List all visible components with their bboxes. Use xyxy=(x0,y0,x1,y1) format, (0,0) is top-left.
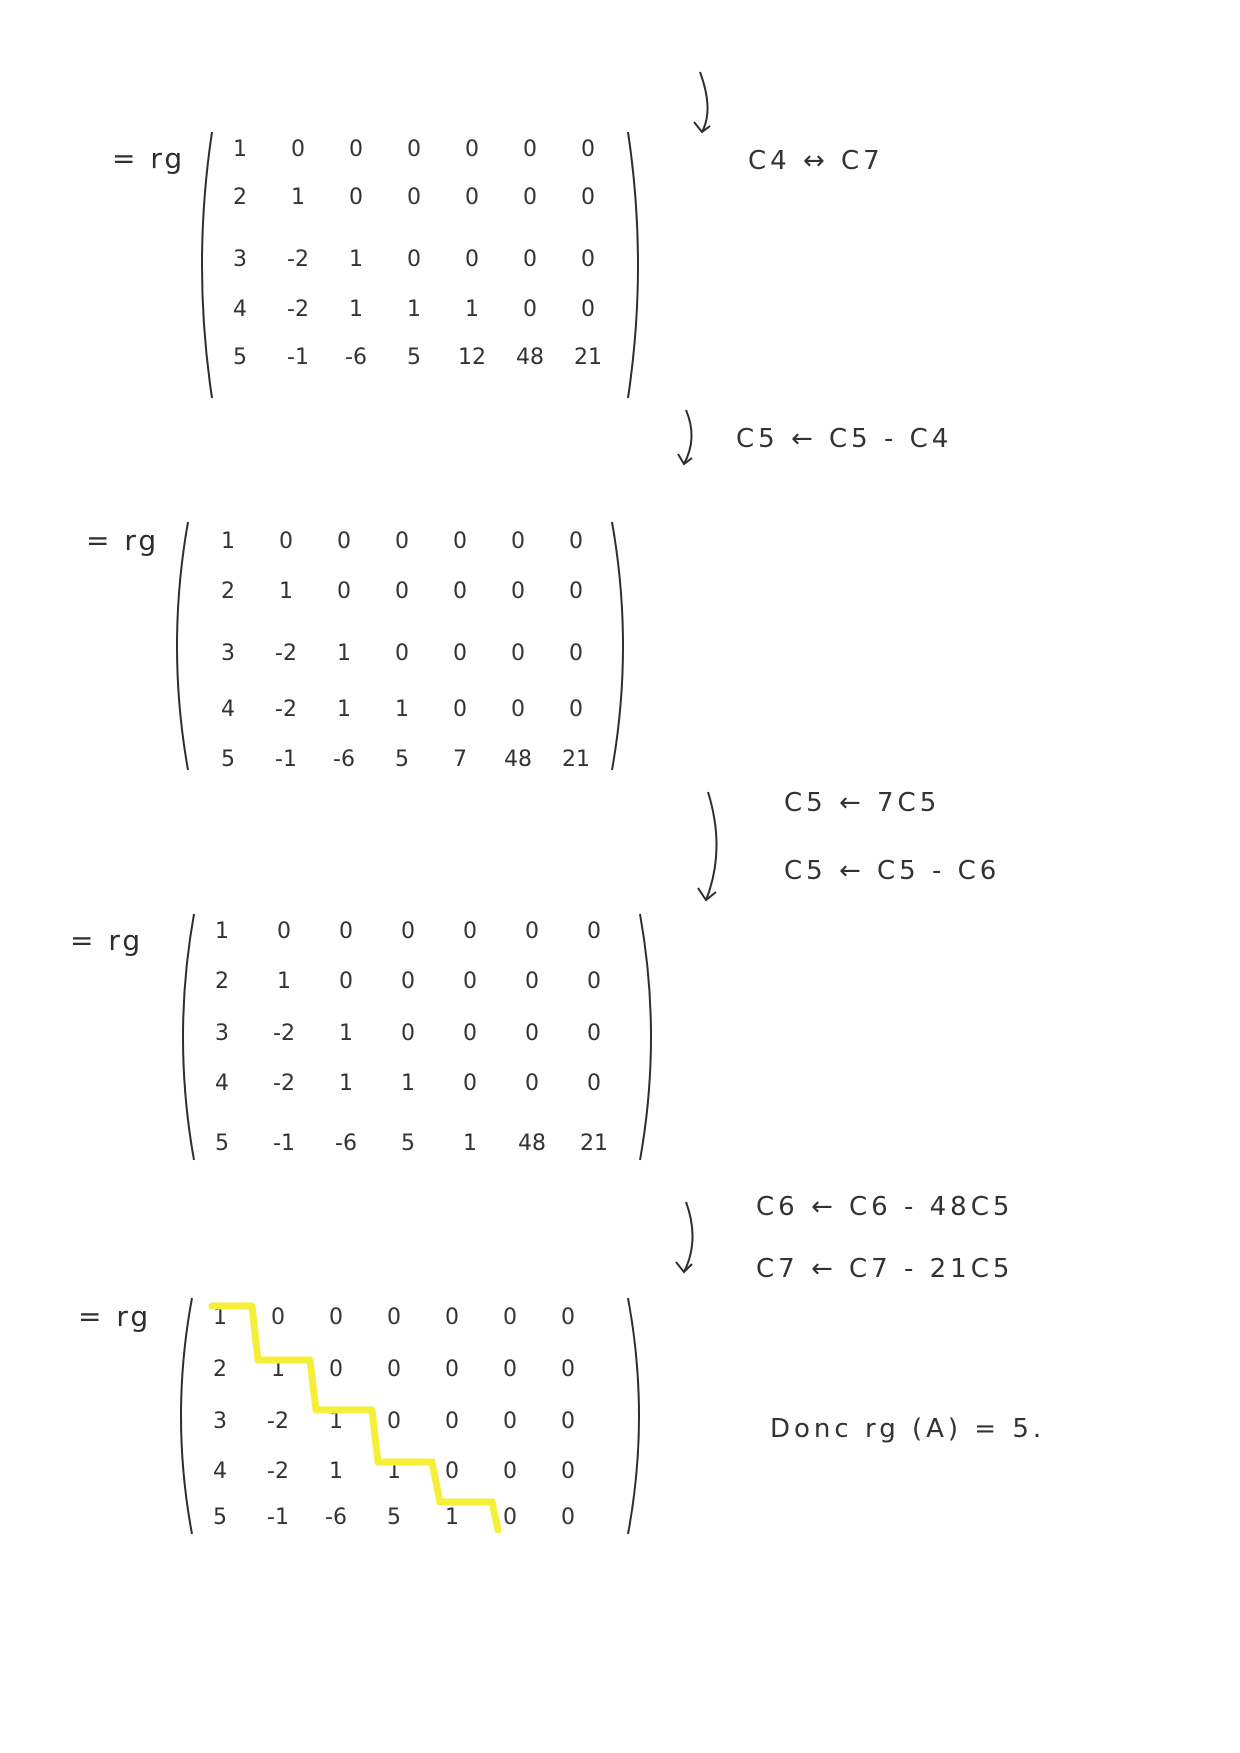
matrix-cell: 1 xyxy=(339,1021,353,1046)
matrix-cell: 0 xyxy=(339,919,353,944)
matrix-cell: 1 xyxy=(271,1357,285,1382)
matrix-cell: 0 xyxy=(587,919,601,944)
matrix-cell: 2 xyxy=(215,969,229,994)
matrix-cell: -1 xyxy=(267,1505,289,1530)
operation-scale-c5: C5 ← 7C5 xyxy=(784,788,941,818)
matrix-cell: 1 xyxy=(401,1071,415,1096)
matrix-cell: 0 xyxy=(511,529,525,554)
rg-label-2: = rg xyxy=(86,524,160,557)
matrix-cell: 0 xyxy=(349,185,363,210)
matrix-cell: 0 xyxy=(337,579,351,604)
matrix-cell: 0 xyxy=(401,1021,415,1046)
matrix-cell: 5 xyxy=(221,747,235,772)
matrix-cell: 0 xyxy=(525,1021,539,1046)
matrix-cell: 0 xyxy=(453,641,467,666)
matrix-cell: 1 xyxy=(395,697,409,722)
matrix-cell: -2 xyxy=(267,1459,289,1484)
matrix-cell: 0 xyxy=(503,1505,517,1530)
right-parenthesis xyxy=(624,1296,650,1536)
matrix-cell: 48 xyxy=(504,747,532,772)
matrix-cell: 0 xyxy=(445,1357,459,1382)
matrix-cell: 1 xyxy=(387,1459,401,1484)
matrix-cell: 4 xyxy=(215,1071,229,1096)
matrix-cell: -6 xyxy=(325,1505,347,1530)
rg-label-3: = rg xyxy=(70,924,144,957)
matrix-cell: 1 xyxy=(329,1409,343,1434)
matrix-cell: 0 xyxy=(581,137,595,162)
matrix-cell: 0 xyxy=(511,579,525,604)
matrix-cell: 5 xyxy=(395,747,409,772)
matrix-cell: 0 xyxy=(523,137,537,162)
matrix-cell: 0 xyxy=(401,919,415,944)
matrix-cell: 0 xyxy=(503,1459,517,1484)
matrix-cell: 0 xyxy=(465,137,479,162)
down-arrow-icon xyxy=(688,70,718,140)
matrix-cell: 0 xyxy=(561,1409,575,1434)
matrix-cell: 0 xyxy=(561,1505,575,1530)
matrix-cell: 0 xyxy=(511,641,525,666)
matrix-cell: 0 xyxy=(395,641,409,666)
matrix-cell: 0 xyxy=(453,697,467,722)
matrix-cell: 3 xyxy=(213,1409,227,1434)
matrix-cell: -6 xyxy=(345,345,367,370)
matrix-cell: 0 xyxy=(291,137,305,162)
operation-c5-minus-c6: C5 ← C5 - C6 xyxy=(784,856,1001,886)
matrix-cell: 5 xyxy=(215,1131,229,1156)
matrix-cell: 2 xyxy=(233,185,247,210)
matrix-cell: 1 xyxy=(277,969,291,994)
matrix-cell: 0 xyxy=(523,297,537,322)
matrix-cell: -6 xyxy=(335,1131,357,1156)
matrix-3 xyxy=(172,912,662,1162)
matrix-cell: 1 xyxy=(465,297,479,322)
matrix-cell: 0 xyxy=(279,529,293,554)
matrix-cell: 5 xyxy=(401,1131,415,1156)
matrix-cell: 0 xyxy=(329,1305,343,1330)
matrix-cell: -2 xyxy=(275,697,297,722)
matrix-cell: -1 xyxy=(273,1131,295,1156)
right-parenthesis xyxy=(636,912,662,1162)
conclusion-rank: Donc rg (A) = 5. xyxy=(770,1414,1046,1444)
matrix-cell: 3 xyxy=(221,641,235,666)
matrix-2 xyxy=(166,520,634,772)
matrix-cell: 5 xyxy=(213,1505,227,1530)
matrix-cell: -1 xyxy=(275,747,297,772)
matrix-cell: 0 xyxy=(503,1409,517,1434)
matrix-cell: 0 xyxy=(395,529,409,554)
matrix-cell: 0 xyxy=(587,969,601,994)
matrix-cell: 5 xyxy=(407,345,421,370)
matrix-cell: -2 xyxy=(267,1409,289,1434)
matrix-cell: 7 xyxy=(453,747,467,772)
matrix-cell: 1 xyxy=(279,579,293,604)
matrix-cell: 0 xyxy=(463,1021,477,1046)
matrix-cell: 2 xyxy=(221,579,235,604)
matrix-cell: 4 xyxy=(233,297,247,322)
matrix-cell: 0 xyxy=(407,247,421,272)
matrix-cell: 1 xyxy=(215,919,229,944)
right-parenthesis xyxy=(608,520,634,772)
matrix-cell: 0 xyxy=(523,185,537,210)
matrix-cell: 0 xyxy=(387,1357,401,1382)
matrix-cell: 4 xyxy=(213,1459,227,1484)
matrix-cell: 3 xyxy=(233,247,247,272)
matrix-cell: 48 xyxy=(518,1131,546,1156)
matrix-cell: 0 xyxy=(465,247,479,272)
operation-c6-minus-48c5: C6 ← C6 - 48C5 xyxy=(756,1192,1014,1222)
matrix-cell: 0 xyxy=(569,529,583,554)
matrix-cell: 12 xyxy=(458,345,486,370)
matrix-cell: 0 xyxy=(561,1357,575,1382)
matrix-cell: 1 xyxy=(213,1305,227,1330)
matrix-cell: 0 xyxy=(445,1305,459,1330)
matrix-cell: 48 xyxy=(516,345,544,370)
matrix-cell: 0 xyxy=(525,919,539,944)
matrix-cell: 1 xyxy=(329,1459,343,1484)
matrix-cell: 0 xyxy=(463,969,477,994)
matrix-cell: 1 xyxy=(407,297,421,322)
rg-label-1: = rg xyxy=(112,142,186,175)
matrix-cell: 1 xyxy=(233,137,247,162)
matrix-cell: 0 xyxy=(511,697,525,722)
operation-c7-minus-21c5: C7 ← C7 - 21C5 xyxy=(756,1254,1014,1284)
matrix-cell: 3 xyxy=(215,1021,229,1046)
matrix-cell: 0 xyxy=(349,137,363,162)
matrix-cell: 5 xyxy=(233,345,247,370)
matrix-cell: -2 xyxy=(287,247,309,272)
matrix-cell: 4 xyxy=(221,697,235,722)
matrix-cell: 1 xyxy=(221,529,235,554)
matrix-cell: 0 xyxy=(581,297,595,322)
matrix-cell: -2 xyxy=(287,297,309,322)
matrix-cell: 0 xyxy=(581,247,595,272)
matrix-cell: 1 xyxy=(445,1505,459,1530)
matrix-cell: 0 xyxy=(561,1305,575,1330)
matrix-cell: 0 xyxy=(329,1357,343,1382)
matrix-cell: 0 xyxy=(407,185,421,210)
operation-c5-minus-c4: C5 ← C5 - C4 xyxy=(736,424,953,454)
matrix-cell: 2 xyxy=(213,1357,227,1382)
matrix-cell: 1 xyxy=(337,641,351,666)
matrix-cell: 0 xyxy=(569,579,583,604)
matrix-cell: 0 xyxy=(463,919,477,944)
matrix-cell: -2 xyxy=(273,1071,295,1096)
matrix-cell: 1 xyxy=(463,1131,477,1156)
matrix-cell: 1 xyxy=(349,297,363,322)
matrix-cell: 0 xyxy=(387,1305,401,1330)
matrix-cell: 0 xyxy=(395,579,409,604)
down-arrow-icon xyxy=(672,1200,702,1280)
operation-swap-c4-c7: C4 ↔ C7 xyxy=(748,146,884,176)
matrix-cell: 1 xyxy=(337,697,351,722)
matrix-cell: -2 xyxy=(273,1021,295,1046)
matrix-cell: 0 xyxy=(523,247,537,272)
matrix-cell: 0 xyxy=(271,1305,285,1330)
matrix-cell: -2 xyxy=(275,641,297,666)
matrix-cell: -1 xyxy=(287,345,309,370)
matrix-cell: 0 xyxy=(401,969,415,994)
matrix-cell: 0 xyxy=(465,185,479,210)
matrix-cell: 0 xyxy=(453,579,467,604)
matrix-cell: 0 xyxy=(581,185,595,210)
matrix-4 xyxy=(170,1296,650,1536)
matrix-cell: 0 xyxy=(569,697,583,722)
matrix-cell: 21 xyxy=(574,345,602,370)
matrix-cell: 5 xyxy=(387,1505,401,1530)
matrix-cell: -6 xyxy=(333,747,355,772)
matrix-cell: 0 xyxy=(463,1071,477,1096)
matrix-cell: 0 xyxy=(277,919,291,944)
matrix-cell: 0 xyxy=(587,1071,601,1096)
matrix-cell: 21 xyxy=(580,1131,608,1156)
matrix-cell: 0 xyxy=(569,641,583,666)
matrix-cell: 1 xyxy=(291,185,305,210)
matrix-cell: 21 xyxy=(562,747,590,772)
right-parenthesis xyxy=(624,130,650,400)
matrix-cell: 0 xyxy=(337,529,351,554)
matrix-cell: 0 xyxy=(503,1305,517,1330)
left-parenthesis xyxy=(166,520,192,772)
matrix-cell: 0 xyxy=(453,529,467,554)
matrix-cell: 0 xyxy=(445,1459,459,1484)
matrix-cell: 1 xyxy=(349,247,363,272)
down-arrow-icon xyxy=(672,408,702,472)
rg-label-4: = rg xyxy=(78,1300,152,1333)
matrix-cell: 0 xyxy=(525,969,539,994)
matrix-1 xyxy=(190,130,650,400)
matrix-cell: 0 xyxy=(339,969,353,994)
matrix-cell: 0 xyxy=(503,1357,517,1382)
matrix-cell: 0 xyxy=(561,1459,575,1484)
matrix-cell: 0 xyxy=(587,1021,601,1046)
matrix-cell: 1 xyxy=(339,1071,353,1096)
matrix-cell: 0 xyxy=(407,137,421,162)
matrix-cell: 0 xyxy=(387,1409,401,1434)
matrix-cell: 0 xyxy=(525,1071,539,1096)
down-arrow-icon xyxy=(694,790,730,910)
matrix-cell: 0 xyxy=(445,1409,459,1434)
